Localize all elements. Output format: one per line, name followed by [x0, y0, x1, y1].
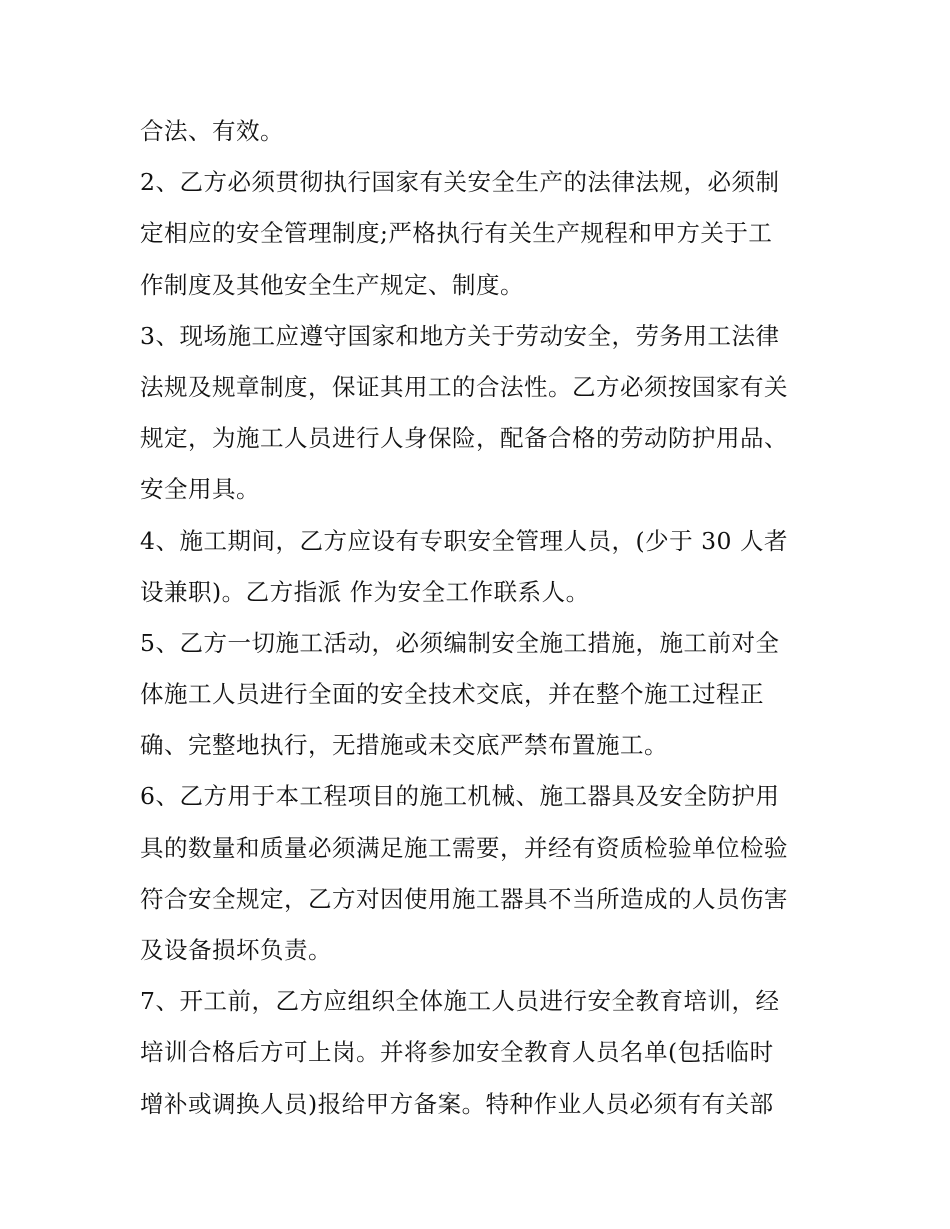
text-line: 合法、有效。 — [140, 117, 284, 145]
text-line: 4、施工期间，乙方应设有专职安全管理人员，(少于 30 人者 — [140, 526, 788, 555]
text-line: 增补或调换人员)报给甲方备案。特种作业人员必须有有关部 — [140, 1089, 774, 1118]
text-line: 2、乙方必须贯彻执行国家有关安全生产的法律法规，必须制 — [140, 168, 780, 197]
text-line: 6、乙方用于本工程项目的施工机械、施工器具及安全防护用 — [140, 782, 780, 811]
text-line: 法规及规章制度，保证其用工的合法性。乙方必须按国家有关 — [140, 372, 788, 401]
text-line: 7、开工前，乙方应组织全体施工人员进行安全教育培训，经 — [140, 987, 780, 1016]
text-line: 体施工人员进行全面的安全技术交底，并在整个施工过程正 — [140, 680, 764, 709]
text-line: 定相应的安全管理制度;严格执行有关生产规程和甲方关于工 — [140, 219, 773, 248]
text-line: 安全用具。 — [140, 475, 260, 504]
text-line: 培训合格后方可上岗。并将参加安全教育人员名单(包括临时 — [140, 1038, 774, 1067]
document-body — [140, 106, 830, 1130]
text-line: 3、现场施工应遵守国家和地方关于劳动安全，劳务用工法律 — [140, 321, 780, 350]
text-line: 具的数量和质量必须满足施工需要，并经有资质检验单位检验 — [140, 833, 788, 862]
text-line: 作制度及其他安全生产规定、制度。 — [140, 270, 524, 299]
text-line: 规定，为施工人员进行人身保险，配备合格的劳动防护用品、 — [140, 424, 788, 453]
text-line: 设兼职)。乙方指派 作为安全工作联系人。 — [140, 577, 590, 606]
text-line: 符合安全规定，乙方对因使用施工器具不当所造成的人员伤害 — [140, 884, 788, 913]
text-line: 确、完整地执行，无措施或未交底严禁布置施工。 — [140, 731, 668, 760]
text-line: 5、乙方一切施工活动，必须编制安全施工措施，施工前对全 — [140, 628, 780, 657]
text-line: 及设备损坏负责。 — [140, 936, 332, 964]
